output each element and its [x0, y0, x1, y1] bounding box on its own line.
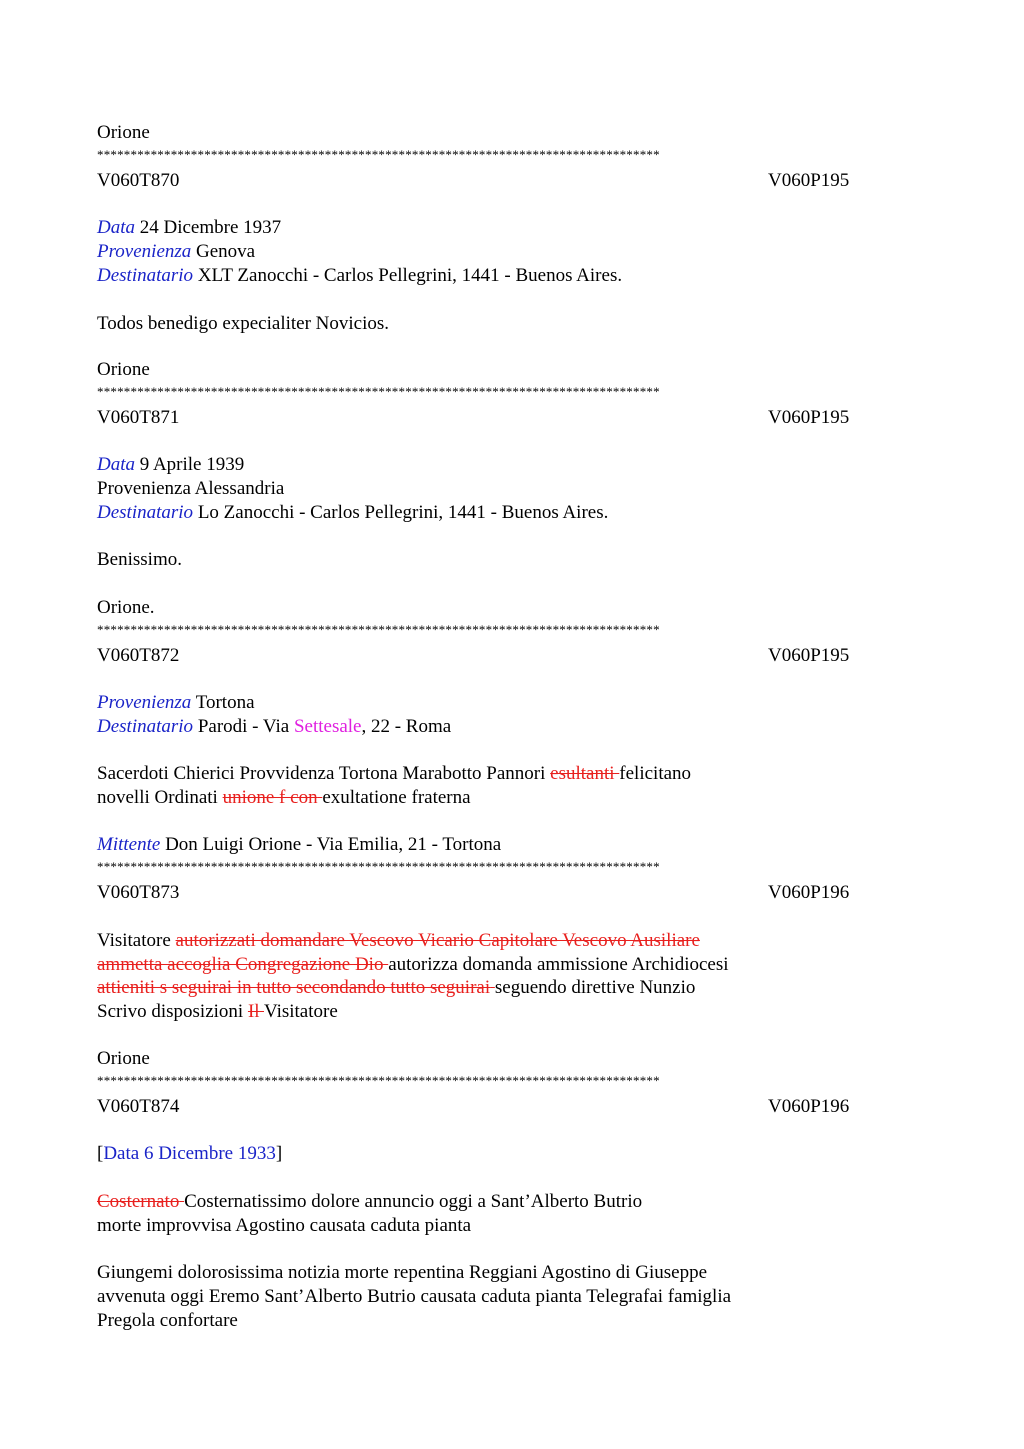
body-text: Scrivo disposizioni — [97, 1001, 244, 1022]
provenienza-line: Provenienza Alessandria — [97, 478, 285, 499]
body-text: Sacerdoti Chierici Provvidenza Tortona Marabotto Pannori — [97, 763, 546, 784]
document-code: V060T870 — [97, 170, 180, 191]
page-code: V060P195 — [768, 407, 850, 428]
body-text: exultatione fraterna — [322, 787, 471, 808]
telegram-body-line — [97, 976, 695, 1000]
telegram-body-line — [97, 929, 700, 953]
telegram-body-line — [97, 1000, 338, 1024]
mittente-value: Don Luigi Orione - Via Emilia, 21 - Tortona — [165, 834, 502, 855]
date-value: 9 Aprile 1939 — [139, 454, 245, 475]
telegram-body-line: Pregola confortare — [97, 1310, 238, 1331]
body-text: Costernatissimo dolore annuncio oggi a Sant’Alberto Butrio — [184, 1191, 643, 1212]
deleted-text: esultanti — [550, 763, 615, 784]
date-value: Data 6 Dicembre 1933 — [103, 1143, 276, 1164]
separator: ************************************************************************************ — [97, 623, 660, 637]
destinatario-line — [97, 264, 622, 288]
provenienza-label: Provenienza — [97, 241, 192, 262]
page-code: V060P196 — [768, 882, 850, 903]
destinatario-value: Parodi - Via — [197, 716, 290, 737]
deleted-text: unione f con — [222, 787, 318, 808]
provenienza-value: Tortona — [195, 692, 255, 713]
telegram-body-line — [97, 1190, 642, 1214]
body-text: novelli Ordinati — [97, 787, 218, 808]
signature: Orione — [97, 122, 150, 143]
destinatario-line — [97, 715, 451, 739]
provenienza-label: Provenienza — [97, 692, 192, 713]
signature: Orione. — [97, 597, 155, 618]
date-line — [97, 1142, 282, 1166]
telegram-body-line — [97, 762, 691, 786]
destinatario-line — [97, 501, 608, 525]
destinatario-label: Destinatario — [97, 716, 194, 737]
page-code: V060P195 — [768, 645, 850, 666]
deleted-text: autorizzati domandare Vescovo Vicario Capitolare Vescovo Ausiliare — [175, 930, 700, 951]
body-text: Visitatore — [263, 1001, 338, 1022]
separator: ************************************************************************************ — [97, 1074, 660, 1088]
destinatario-label: Destinatario — [97, 502, 194, 523]
document-code: V060T873 — [97, 882, 180, 903]
telegram-body-line: avvenuta oggi Eremo Sant’Alberto Butrio causata caduta pianta Telegrafai famiglia — [97, 1286, 732, 1307]
telegram-body-line: morte improvvisa Agostino causata caduta pianta — [97, 1215, 472, 1236]
body-text: Visitatore — [97, 930, 171, 951]
separator: ************************************************************************************ — [97, 385, 660, 399]
data-label: Data — [97, 454, 135, 475]
destinatario-label: Destinatario — [97, 265, 194, 286]
data-label: Data — [97, 217, 135, 238]
destinatario-value: XLT Zanocchi - Carlos Pellegrini, 1441 - Buenos Aires. — [197, 265, 623, 286]
body-text: felicitano — [619, 763, 692, 784]
document-code: V060T874 — [97, 1096, 180, 1117]
telegram-body: Benissimo. — [97, 549, 182, 570]
deleted-text: Costernato — [97, 1191, 180, 1212]
separator: ************************************************************************************ — [97, 860, 660, 874]
page-code: V060P196 — [768, 1096, 850, 1117]
bracket: [ — [97, 1143, 104, 1164]
telegram-body-line — [97, 786, 471, 810]
date-line — [97, 216, 281, 240]
telegram-body-line: Giungemi dolorosissima notizia morte repentina Reggiani Agostino di Giuseppe — [97, 1262, 708, 1283]
document-code: V060T871 — [97, 407, 180, 428]
date-line — [97, 453, 244, 477]
deleted-text: ammetta accoglia Congregazione Dio — [97, 954, 384, 975]
highlighted-street: Settesale — [293, 716, 362, 737]
body-text: autorizza domanda ammissione Archidiocesi — [388, 954, 729, 975]
telegram-body-line — [97, 953, 729, 977]
signature: Orione — [97, 1048, 150, 1069]
signature: Orione — [97, 359, 150, 380]
deleted-text: attieniti s seguirai in tutto secondando tutto seguirai — [97, 977, 491, 998]
bracket: ] — [275, 1143, 283, 1164]
provenienza-line — [97, 691, 255, 715]
provenienza-line — [97, 240, 255, 264]
date-value: 24 Dicembre 1937 — [139, 217, 282, 238]
body-text: seguendo direttive Nunzio — [494, 977, 696, 998]
destinatario-value: Lo Zanocchi - Carlos Pellegrini, 1441 - Buenos Aires. — [197, 502, 609, 523]
destinatario-value: , 22 - Roma — [361, 716, 452, 737]
mittente-label: Mittente — [97, 834, 161, 855]
provenienza-value: Genova — [196, 241, 256, 262]
separator: ************************************************************************************ — [97, 148, 660, 162]
document-code: V060T872 — [97, 645, 180, 666]
telegram-body: Todos benedigo expecialiter Novicios. — [97, 313, 390, 334]
page-code: V060P195 — [768, 170, 850, 191]
mittente-line — [97, 833, 501, 857]
deleted-text: Il — [247, 1001, 260, 1022]
